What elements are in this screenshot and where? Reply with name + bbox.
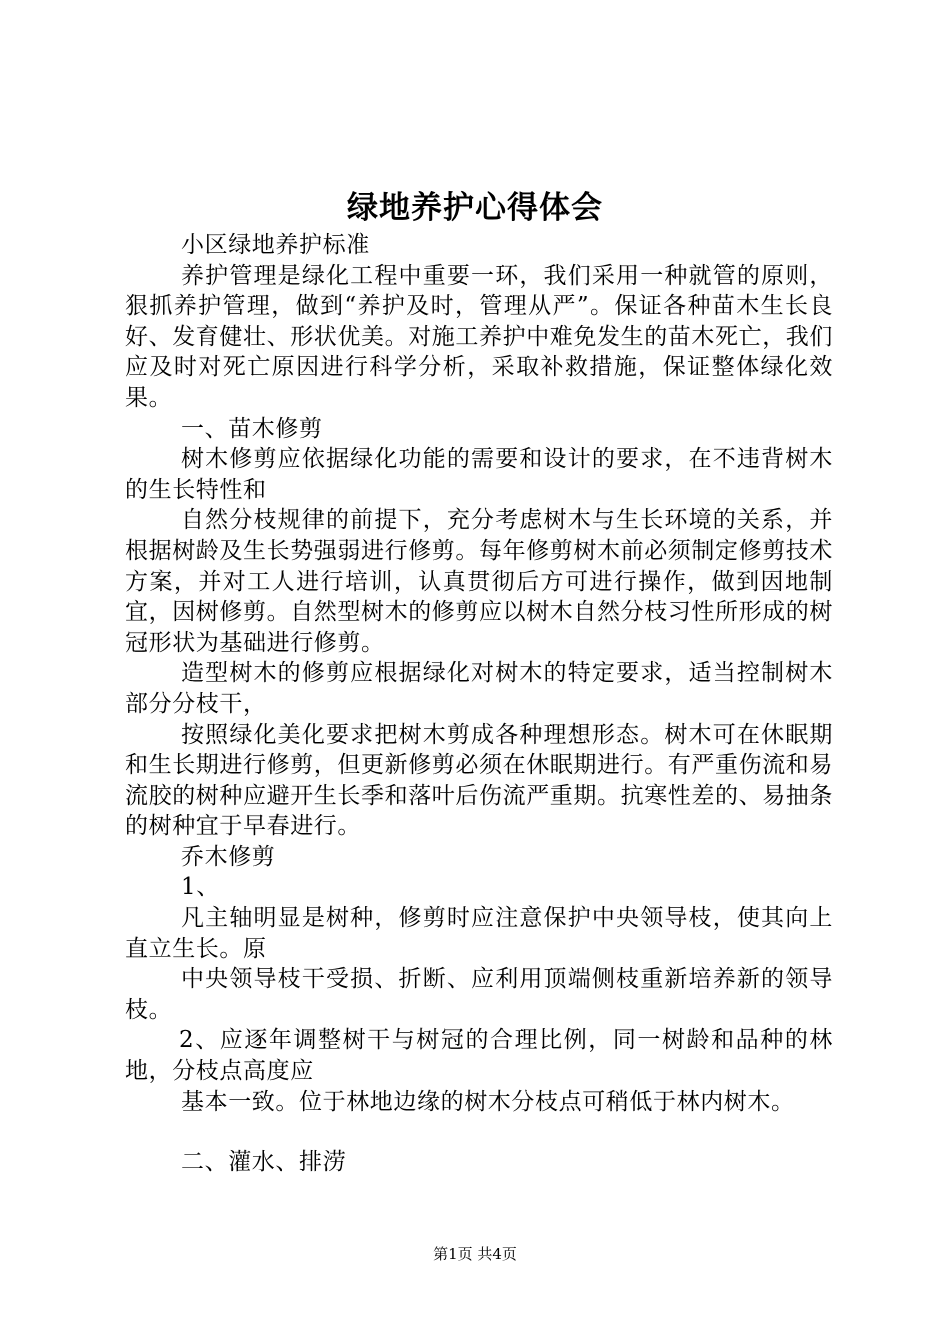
list-item-2: 2、应逐年调整树干与树冠的合理比例，同一树龄和品种的林地，分枝点高度应 xyxy=(125,1027,833,1085)
section-heading-irrigation: 二、灌水、排涝 xyxy=(181,1149,347,1176)
subheading-tree-pruning: 乔木修剪 xyxy=(181,843,276,870)
paragraph: 中央领导枝干受损、折断、应利用顶端侧枝重新培养新的领导枝。 xyxy=(125,966,833,1023)
paragraph: 树木修剪应依据绿化功能的需要和设计的要求，在不违背树木的生长特性和 xyxy=(125,446,833,503)
paragraph: 凡主轴明显是树种，修剪时应注意保护中央领导枝，使其向上直立生长。原 xyxy=(125,905,833,962)
section-heading-pruning: 一、苗木修剪 xyxy=(181,415,323,442)
document-title: 绿地养护心得体会 xyxy=(347,190,603,226)
paragraph-heading-standard: 小区绿地养护标准 xyxy=(181,232,370,258)
paragraph: 造型树木的修剪应根据绿化对树木的特定要求，适当控制树木部分分枝干， xyxy=(125,660,833,717)
paragraph: 自然分枝规律的前提下，充分考虑树木与生长环境的关系，并根据树龄及生长势强弱进行修剪。每年修剪树木前必须制定修剪技术方案，并对工人进行培训，认真贯彻后方可进行操作，做到因地制宜，因树修剪。自然型树木的修剪应以树木自然分枝习性所形成的树冠形状为基础进行修剪。 xyxy=(125,507,833,656)
paragraph: 基本一致。位于林地边缘的树木分枝点可稍低于林内树木。 xyxy=(181,1088,795,1115)
paragraph: 按照绿化美化要求把树木剪成各种理想形态。树木可在休眠期和生长期进行修剪，但更新修剪必须在休眠期进行。有严重伤流和易流胶的树种应避开生长季和落叶后伤流严重期。抗寒性差的、易抽条的树种宜于早春进行。 xyxy=(125,721,833,840)
document-body xyxy=(125,230,833,1178)
paragraph-intro: 养护管理是绿化工程中重要一环，我们采用一种就管的原则，狠抓养护管理，做到“养护及时，管理从严”。保证各种苗木生长良好、发育健壮、形状优美。对施工养护中难免发生的苗木死亡，我们应及时对死亡原因进行科学分析，采取补救措施，保证整体绿化效果。 xyxy=(125,262,833,411)
page-number-footer: 第1页 共4页 xyxy=(433,1245,517,1263)
list-marker-1: 1、 xyxy=(181,874,220,901)
